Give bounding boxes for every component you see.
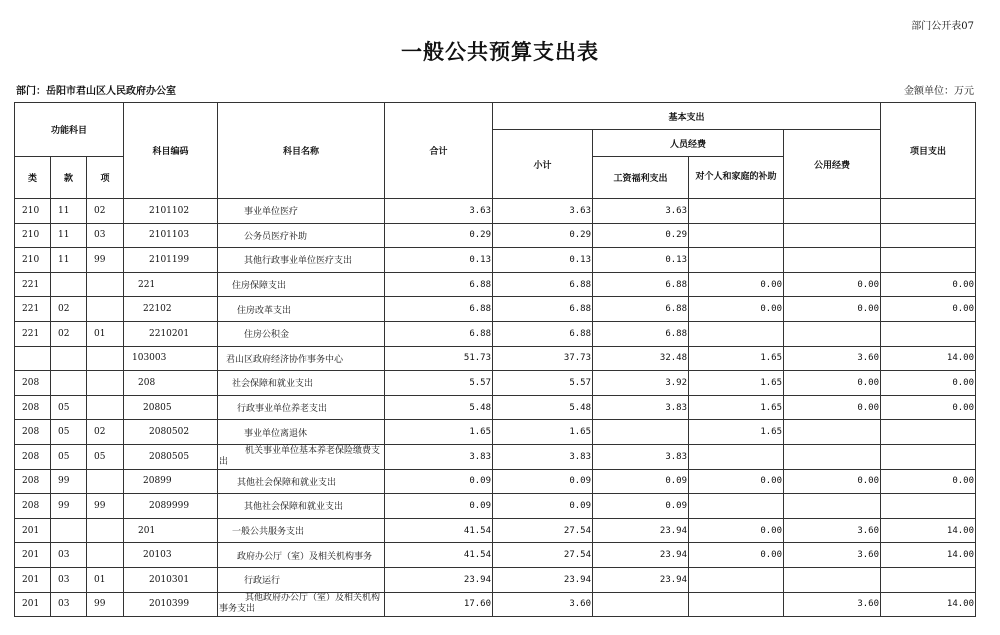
cell-total: 6.88: [385, 321, 493, 346]
cell-xiang: 99: [87, 494, 124, 519]
page-title: 一般公共预算支出表: [401, 39, 599, 64]
table-row: [15, 321, 976, 346]
cell-code: 103003: [124, 346, 218, 371]
cell-subtotal: 27.54: [493, 518, 593, 543]
cell-lei: 208: [15, 494, 51, 519]
cell-project: 14.00: [881, 592, 976, 617]
cell-lei: 201: [15, 543, 51, 568]
cell-name: 其他社会保障和就业支出: [218, 494, 385, 519]
cell-subtotal: 3.83: [493, 444, 593, 469]
cell-project: 14.00: [881, 346, 976, 371]
cell-total: 17.60: [385, 592, 493, 617]
cell-name: 住房改革支出: [218, 297, 385, 322]
cell-name: 行政运行: [218, 567, 385, 592]
cell-code: 2210201: [124, 321, 218, 346]
cell-subtotal: 0.13: [493, 248, 593, 273]
cell-kuan: 03: [51, 592, 87, 617]
cell-xiang: 01: [87, 321, 124, 346]
cell-subsidy: 0.00: [689, 469, 784, 494]
table-row: [15, 223, 976, 248]
cell-wages: 6.88: [593, 321, 689, 346]
cell-public: [784, 420, 881, 445]
cell-total: 41.54: [385, 518, 493, 543]
cell-lei: 201: [15, 518, 51, 543]
page-label: 部门公开表07: [911, 21, 974, 32]
cell-kuan: [51, 518, 87, 543]
cell-code: 2080502: [124, 420, 218, 445]
cell-total: 51.73: [385, 346, 493, 371]
cell-wages: [593, 420, 689, 445]
table-row: [15, 297, 976, 322]
cell-xiang: 01: [87, 567, 124, 592]
cell-subtotal: 3.63: [493, 199, 593, 224]
cell-public: [784, 494, 881, 519]
cell-lei: 201: [15, 567, 51, 592]
cell-subtotal: 0.29: [493, 223, 593, 248]
cell-code: 22102: [124, 297, 218, 322]
cell-lei: 208: [15, 395, 51, 420]
cell-kuan: 03: [51, 567, 87, 592]
cell-project: [881, 444, 976, 469]
cell-subtotal: 27.54: [493, 543, 593, 568]
cell-wages: 0.29: [593, 223, 689, 248]
cell-subtotal: 5.48: [493, 395, 593, 420]
cell-project: 14.00: [881, 543, 976, 568]
cell-name: 其他行政事业单位医疗支出: [218, 248, 385, 273]
cell-kuan: 03: [51, 543, 87, 568]
header-subsidy: 对个人和家庭的补助: [689, 157, 784, 199]
cell-subsidy: 1.65: [689, 346, 784, 371]
cell-wages: 3.63: [593, 199, 689, 224]
cell-public: 3.60: [784, 518, 881, 543]
cell-name: 一般公共服务支出: [218, 518, 385, 543]
cell-project: 0.00: [881, 297, 976, 322]
cell-public: 0.00: [784, 371, 881, 396]
cell-project: 0.00: [881, 371, 976, 396]
cell-public: [784, 321, 881, 346]
cell-lei: 221: [15, 297, 51, 322]
cell-subsidy: [689, 444, 784, 469]
cell-kuan: 99: [51, 494, 87, 519]
cell-subsidy: [689, 494, 784, 519]
table-row: [15, 592, 976, 617]
cell-public: 0.00: [784, 395, 881, 420]
cell-code: 201: [124, 518, 218, 543]
cell-subsidy: 0.00: [689, 272, 784, 297]
cell-xiang: [87, 543, 124, 568]
header-public: 公用经费: [784, 130, 881, 199]
cell-xiang: 05: [87, 444, 124, 469]
cell-project: 14.00: [881, 518, 976, 543]
cell-public: 0.00: [784, 272, 881, 297]
cell-project: 0.00: [881, 272, 976, 297]
table-row: [15, 567, 976, 592]
cell-xiang: [87, 371, 124, 396]
department-label: 部门：岳阳市君山区人民政府办公室: [16, 86, 176, 97]
cell-subsidy: [689, 223, 784, 248]
cell-subsidy: [689, 567, 784, 592]
cell-subtotal: 37.73: [493, 346, 593, 371]
table-body: [15, 199, 976, 617]
cell-xiang: 02: [87, 199, 124, 224]
cell-xiang: 99: [87, 248, 124, 273]
cell-name: 政府办公厅（室）及相关机构事务: [218, 543, 385, 568]
cell-total: 6.88: [385, 297, 493, 322]
cell-code: 2089999: [124, 494, 218, 519]
cell-project: [881, 199, 976, 224]
cell-subsidy: 1.65: [689, 371, 784, 396]
table-row: [15, 395, 976, 420]
cell-code: 2080505: [124, 444, 218, 469]
cell-public: 0.00: [784, 469, 881, 494]
cell-xiang: [87, 518, 124, 543]
cell-total: 0.13: [385, 248, 493, 273]
cell-wages: 23.94: [593, 518, 689, 543]
cell-subsidy: 1.65: [689, 420, 784, 445]
cell-public: 0.00: [784, 297, 881, 322]
cell-wages: 32.48: [593, 346, 689, 371]
cell-project: [881, 420, 976, 445]
cell-name: 机关事业单位基本养老保险缴费支出: [218, 444, 385, 469]
cell-project: [881, 248, 976, 273]
cell-subtotal: 6.88: [493, 297, 593, 322]
cell-lei: 208: [15, 444, 51, 469]
cell-kuan: 05: [51, 444, 87, 469]
cell-name: 公务员医疗补助: [218, 223, 385, 248]
cell-kuan: 11: [51, 248, 87, 273]
cell-total: 6.88: [385, 272, 493, 297]
cell-subsidy: [689, 321, 784, 346]
cell-lei: 210: [15, 223, 51, 248]
cell-subsidy: 0.00: [689, 518, 784, 543]
cell-subtotal: 0.09: [493, 494, 593, 519]
cell-wages: 23.94: [593, 567, 689, 592]
cell-public: 3.60: [784, 543, 881, 568]
cell-wages: 3.83: [593, 444, 689, 469]
cell-code: 20103: [124, 543, 218, 568]
cell-project: [881, 321, 976, 346]
cell-code: 2010301: [124, 567, 218, 592]
cell-name: 事业单位离退休: [218, 420, 385, 445]
cell-kuan: [51, 371, 87, 396]
header-project: 项目支出: [881, 103, 976, 199]
table-row: [15, 346, 976, 371]
cell-code: 2101102: [124, 199, 218, 224]
cell-subtotal: 5.57: [493, 371, 593, 396]
header-code: 科目编码: [124, 103, 218, 199]
header-kuan: 款: [51, 157, 87, 199]
cell-code: 2101103: [124, 223, 218, 248]
cell-subsidy: 1.65: [689, 395, 784, 420]
header-xiang: 项: [87, 157, 124, 199]
cell-kuan: 02: [51, 297, 87, 322]
cell-name: 其他社会保障和就业支出: [218, 469, 385, 494]
cell-xiang: 02: [87, 420, 124, 445]
cell-code: 221: [124, 272, 218, 297]
header-total: 合计: [385, 103, 493, 199]
cell-wages: [593, 592, 689, 617]
cell-kuan: [51, 272, 87, 297]
cell-wages: 6.88: [593, 272, 689, 297]
cell-code: 2101199: [124, 248, 218, 273]
cell-subsidy: [689, 248, 784, 273]
table-row: [15, 371, 976, 396]
cell-kuan: 11: [51, 199, 87, 224]
header-name: 科目名称: [218, 103, 385, 199]
cell-project: 0.00: [881, 469, 976, 494]
cell-total: 5.48: [385, 395, 493, 420]
header-subtotal: 小计: [493, 130, 593, 199]
cell-wages: 3.92: [593, 371, 689, 396]
cell-subsidy: [689, 592, 784, 617]
budget-table: [14, 102, 976, 617]
cell-name: 住房保障支出: [218, 272, 385, 297]
cell-lei: 221: [15, 321, 51, 346]
cell-public: 3.60: [784, 346, 881, 371]
cell-kuan: [51, 346, 87, 371]
cell-total: 23.94: [385, 567, 493, 592]
cell-subtotal: 0.09: [493, 469, 593, 494]
cell-code: 2010399: [124, 592, 218, 617]
table-row: [15, 248, 976, 273]
cell-wages: 23.94: [593, 543, 689, 568]
cell-subtotal: 23.94: [493, 567, 593, 592]
table-row: [15, 469, 976, 494]
cell-subsidy: 0.00: [689, 543, 784, 568]
cell-name: 社会保障和就业支出: [218, 371, 385, 396]
cell-public: [784, 248, 881, 273]
cell-total: 5.57: [385, 371, 493, 396]
cell-project: 0.00: [881, 395, 976, 420]
cell-wages: 0.09: [593, 494, 689, 519]
header-basic: 基本支出: [493, 103, 881, 130]
cell-total: 41.54: [385, 543, 493, 568]
cell-xiang: [87, 395, 124, 420]
cell-wages: 6.88: [593, 297, 689, 322]
cell-subtotal: 6.88: [493, 321, 593, 346]
cell-lei: 208: [15, 420, 51, 445]
cell-wages: 3.83: [593, 395, 689, 420]
cell-public: [784, 223, 881, 248]
cell-subtotal: 3.60: [493, 592, 593, 617]
cell-lei: [15, 346, 51, 371]
cell-lei: 201: [15, 592, 51, 617]
cell-total: 0.29: [385, 223, 493, 248]
cell-lei: 210: [15, 248, 51, 273]
cell-name: 其他政府办公厅（室）及相关机构事务支出: [218, 592, 385, 617]
cell-public: 3.60: [784, 592, 881, 617]
cell-kuan: 11: [51, 223, 87, 248]
cell-name: 行政事业单位养老支出: [218, 395, 385, 420]
cell-xiang: [87, 469, 124, 494]
header-lei: 类: [15, 157, 51, 199]
cell-kuan: 99: [51, 469, 87, 494]
unit-label: 金额单位：万元: [904, 86, 974, 97]
cell-public: [784, 199, 881, 224]
cell-lei: 208: [15, 371, 51, 396]
cell-xiang: 99: [87, 592, 124, 617]
cell-kuan: 05: [51, 395, 87, 420]
cell-public: [784, 567, 881, 592]
cell-total: 0.09: [385, 469, 493, 494]
table-row: [15, 543, 976, 568]
cell-code: 20899: [124, 469, 218, 494]
cell-public: [784, 444, 881, 469]
table-row: [15, 444, 976, 469]
cell-name: 住房公积金: [218, 321, 385, 346]
cell-xiang: [87, 272, 124, 297]
cell-total: 0.09: [385, 494, 493, 519]
cell-total: 3.83: [385, 444, 493, 469]
cell-project: [881, 223, 976, 248]
table-row: [15, 272, 976, 297]
cell-code: 208: [124, 371, 218, 396]
table-row: [15, 518, 976, 543]
cell-subtotal: 1.65: [493, 420, 593, 445]
cell-total: 1.65: [385, 420, 493, 445]
cell-total: 3.63: [385, 199, 493, 224]
header-personnel: 人员经费: [593, 130, 784, 157]
cell-name: 君山区政府经济协作事务中心: [218, 346, 385, 371]
table-row: [15, 199, 976, 224]
cell-name: 事业单位医疗: [218, 199, 385, 224]
cell-xiang: 03: [87, 223, 124, 248]
cell-xiang: [87, 297, 124, 322]
cell-lei: 208: [15, 469, 51, 494]
header-func: 功能科目: [15, 103, 124, 157]
cell-xiang: [87, 346, 124, 371]
cell-subsidy: 0.00: [689, 297, 784, 322]
table-row: [15, 420, 976, 445]
cell-project: [881, 494, 976, 519]
cell-lei: 210: [15, 199, 51, 224]
cell-project: [881, 567, 976, 592]
header-wages: 工资福利支出: [593, 157, 689, 199]
table-row: [15, 494, 976, 519]
cell-code: 20805: [124, 395, 218, 420]
cell-kuan: 05: [51, 420, 87, 445]
cell-wages: 0.13: [593, 248, 689, 273]
cell-subtotal: 6.88: [493, 272, 593, 297]
cell-kuan: 02: [51, 321, 87, 346]
cell-subsidy: [689, 199, 784, 224]
cell-lei: 221: [15, 272, 51, 297]
cell-wages: 0.09: [593, 469, 689, 494]
